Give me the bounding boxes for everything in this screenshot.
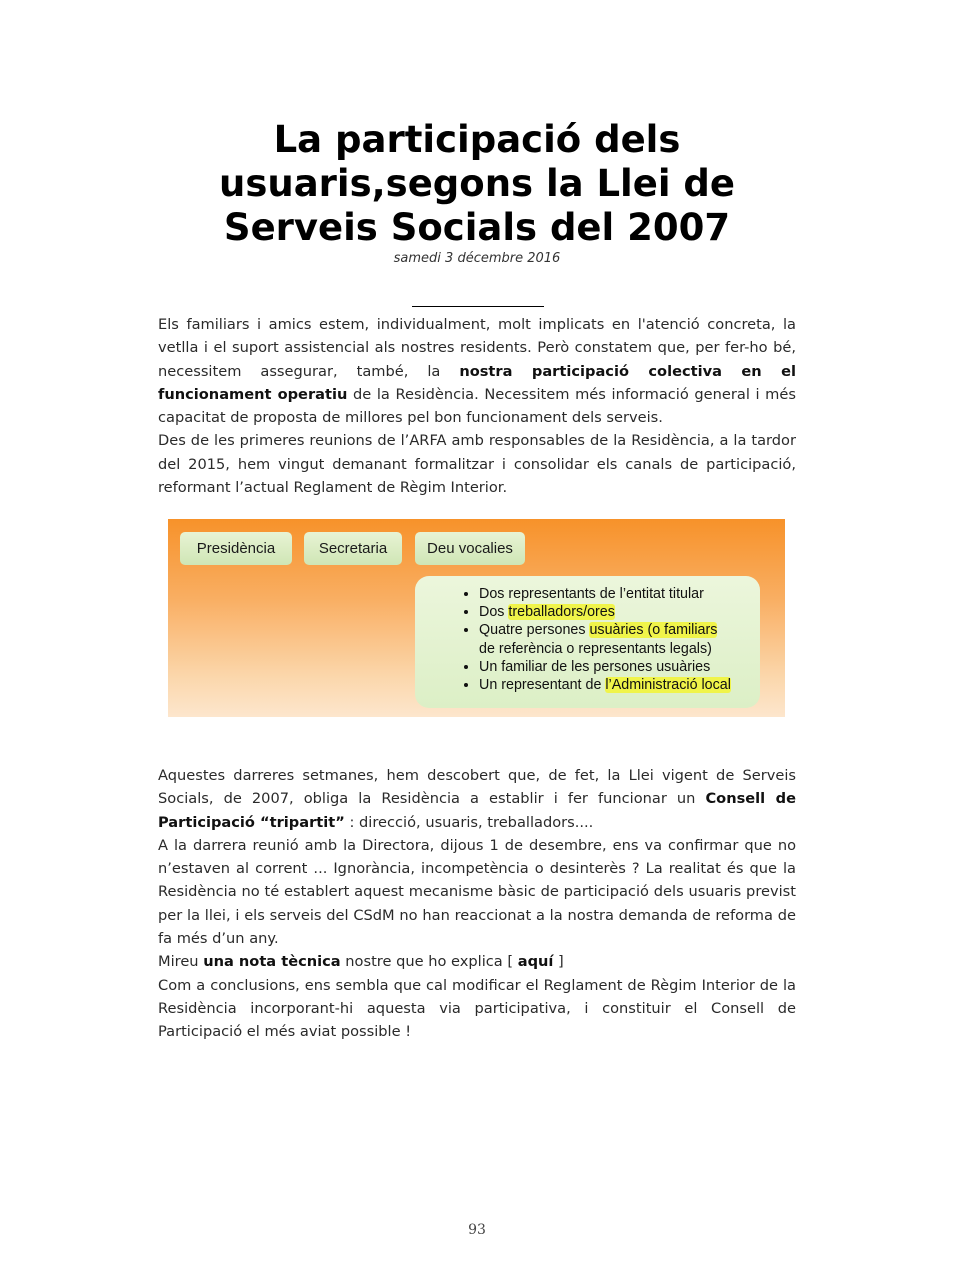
paragraph-3 (158, 764, 796, 834)
intro-text (158, 313, 796, 499)
technical-note-link[interactable]: una nota tècnica (203, 953, 341, 971)
paragraph-4: A la darrera reunió amb la Directora, dijous 1 de desembre, ens va confirmar que no n’estaven al corrent ... Ignorància, incompetència o desinterès ? La realitat és que la Residència no té establert aquest mecanisme bàsic de participació dels usuaris previst per la llei, i els serveis del CSdM no han reaccionat a la nostra demanda de reforma de fa més d’un any. (158, 836, 796, 948)
title-line-3: Serveis Socials del 2007 (223, 206, 731, 249)
member-item (479, 676, 750, 694)
title-line-2: usuaris,segons la Llei de (219, 162, 735, 205)
member-text: Dos representants de l’entitat titular (479, 586, 704, 602)
paragraph-5 (158, 950, 796, 973)
title-line-1: La participació dels (273, 118, 681, 161)
paragraph-6: Com a conclusions, ens sembla que cal modificar el Reglament de Règim Interior de la Residència incorporant-hi aquesta via participativa, i constituir el Consell de Participació el més aviat possible ! (158, 976, 796, 1041)
paragraph-1-part-2: de la Residència. Necessitem més informació general i més capacitat de proposta de millores pel bon funcionament dels serveis. (158, 385, 796, 427)
member-item (479, 658, 750, 676)
paragraph-3-part-1: Aquestes darreres setmanes, hem descobert que, de fet, la Llei vigent de Serveis Socials, de 2007, obliga la Residència a establir i fer funcionar un (158, 767, 796, 808)
paragraph-5-part-1: Mireu (158, 953, 204, 971)
paragraph-1 (158, 313, 796, 429)
paragraph-1-bold: nostra participació colectiva en el funcionament operatiu (158, 362, 796, 403)
member-item (479, 603, 750, 621)
paragraph-1-part-1: Els familiars i amics estem, individualment, molt implicats en l'atenció concreta, la vetlla i el suport assistencial als nostres residents. Però constatem que, per fer-ho bé, necessitem assegurar, també, la (158, 316, 796, 380)
article-title (160, 118, 794, 250)
paragraph-2: Des de les primeres reunions de l’ARFA amb responsables de la Residència, a la tardor del 2015, hem vingut demanant formalitzar i consolidar els canals de participació, reformant l’actual Reglament de Règim Interior. (158, 432, 796, 497)
member-text: Un familiar de les persones usuàries (479, 658, 711, 675)
member-text: Dos (479, 604, 509, 621)
member-highlight: treballadors/ores (508, 604, 615, 621)
council-composition-diagram (168, 519, 785, 717)
member-highlight: l’Administració local (605, 677, 731, 694)
members-box (415, 576, 760, 708)
member-text-continued: de referència o representants legals) (479, 640, 712, 657)
member-highlight: usuàries (o familiars (589, 622, 718, 639)
role-box-presidency: Presidència (180, 532, 292, 565)
member-item (479, 585, 750, 603)
paragraph-5-part-2: nostre que ho explica [ (340, 953, 518, 971)
article-date: samedi 3 décembre 2016 (393, 251, 561, 266)
page-number: 93 (468, 1222, 486, 1238)
role-box-secretary: Secretaria (304, 532, 402, 565)
paragraph-3-part-2: : direcció, usuaris, treballadors.... (344, 813, 594, 831)
role-box-vocalies: Deu vocalies (415, 532, 525, 565)
here-link[interactable]: aquí (517, 953, 554, 971)
body-text (158, 764, 796, 1044)
member-text: Un representant de (479, 677, 606, 694)
paragraph-5-part-3: ] (553, 953, 564, 971)
separator-line (412, 306, 544, 307)
members-list (415, 576, 760, 694)
member-item (479, 621, 750, 657)
paragraph-3-bold: Consell de Participació “tripartit” (158, 790, 797, 831)
member-text: Quatre persones (479, 622, 590, 639)
